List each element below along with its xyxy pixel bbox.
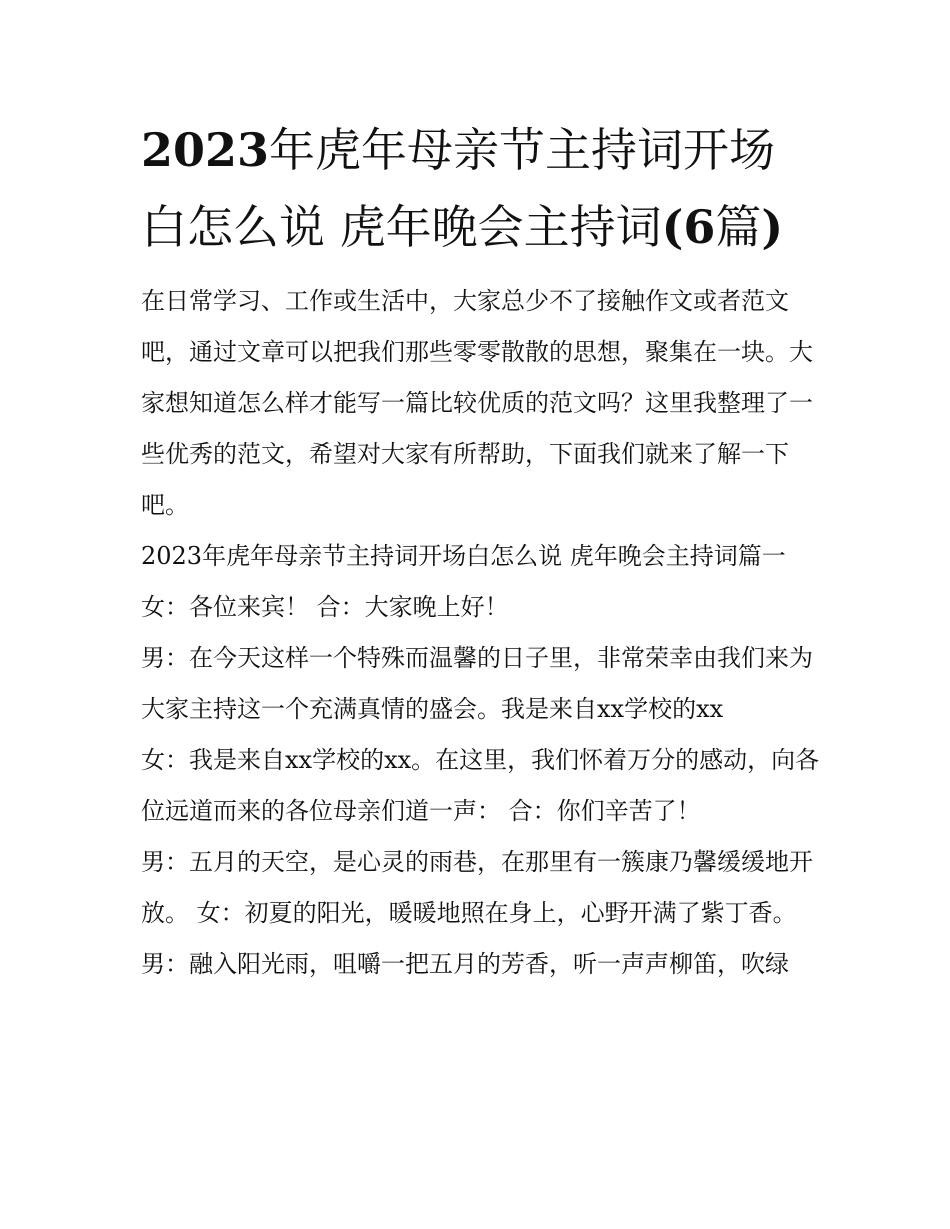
dialogue-line: 男：融入阳光雨，咀嚼一把五月的芳香，听一声声柳笛，吹绿: [141, 950, 789, 978]
dialogue-line: 男：五月的天空，是心灵的雨巷，在那里有一簇康乃馨缓缓地开放。 女：初夏的阳光，暖暖地照在身上，心野开满了紫丁香。: [141, 848, 813, 927]
dialogue-line: 女：我是来自xx学校的xx。在这里，我们怀着万分的感动，向各位远道而来的各位母亲们道一声： 合：你们辛苦了！: [141, 746, 820, 825]
document-body: [141, 276, 821, 990]
dialogue-line: 女：各位来宾！ 合：大家晚上好！: [141, 593, 509, 621]
title-year: 2023: [141, 123, 270, 177]
title-text-end: 篇: [715, 200, 762, 254]
title-paren-close: ): [761, 200, 784, 254]
document-content: [141, 112, 821, 990]
title-text: 年虎年母亲节主持词开场白怎么说 虎年晚会主持词: [141, 123, 776, 254]
document-title: [141, 112, 821, 266]
title-count: 6: [683, 200, 716, 254]
title-paren-open: (: [661, 200, 684, 254]
section-heading: 2023年虎年母亲节主持词开场白怎么说 虎年晚会主持词篇一: [141, 542, 786, 570]
dialogue-line: 男：在今天这样一个特殊而温馨的日子里，非常荣幸由我们来为大家主持这一个充满真情的盛会。我是来自xx学校的xx: [141, 644, 813, 723]
intro-paragraph: 在日常学习、工作或生活中，大家总少不了接触作文或者范文吧，通过文章可以把我们那些零零散散的思想，聚集在一块。大家想知道怎么样才能写一篇比较优质的范文吗？这里我整理了一些优秀的范文，希望对大家有所帮助，下面我们就来了解一下吧。: [141, 287, 813, 519]
